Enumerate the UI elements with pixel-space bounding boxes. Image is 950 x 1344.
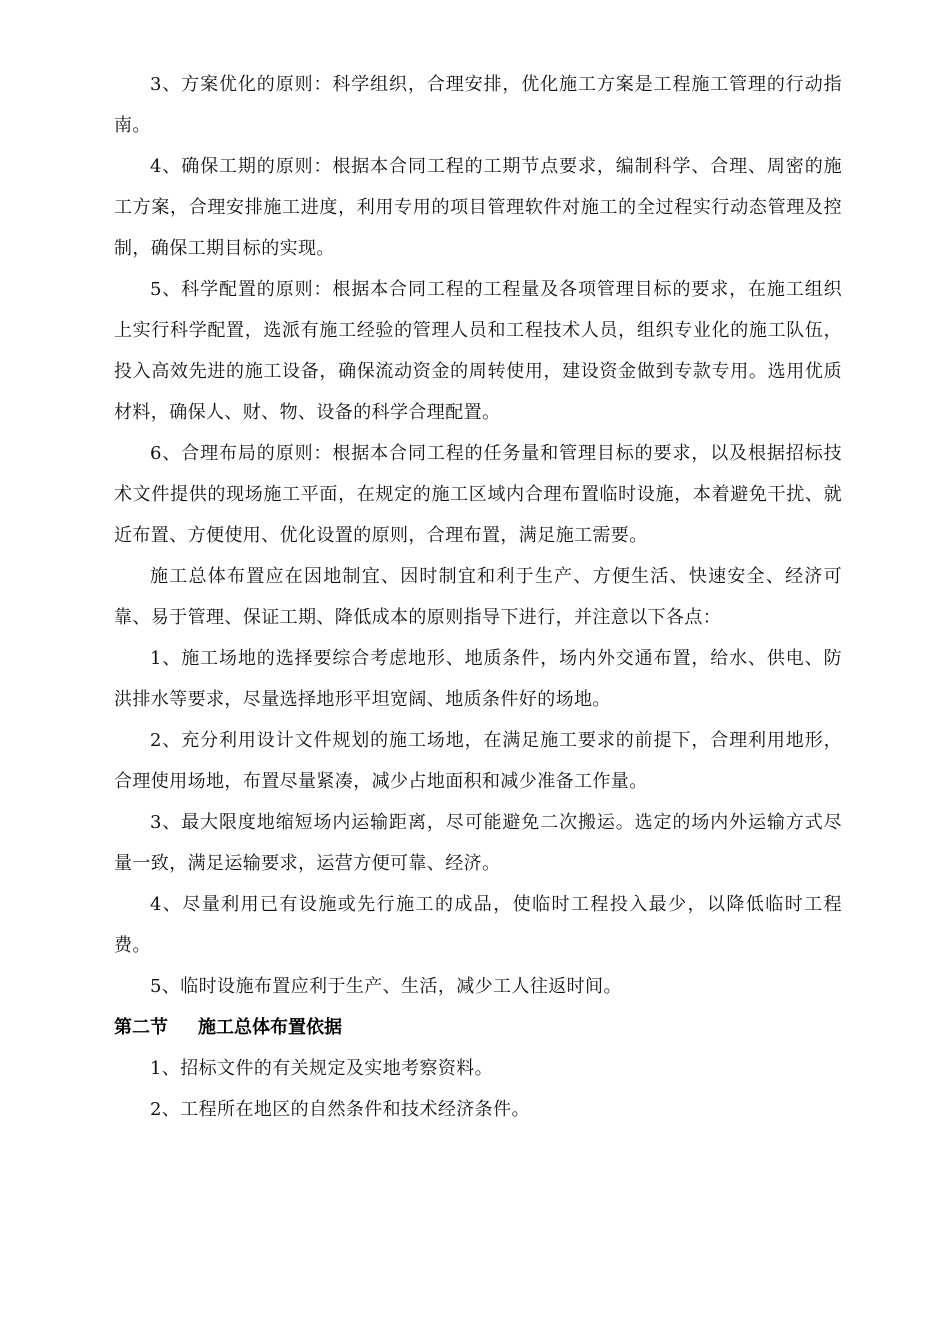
section-number: 第二节	[114, 1017, 168, 1038]
layout-general-statement: 施工总体布置应在因地制宜、因时制宜和利于生产、方便生活、快速安全、经济可靠、易于管理、保证工期、降低成本的原则指导下进行，并注意以下各点：	[114, 566, 842, 628]
layout-point-5: 5、临时设施布置应利于生产、生活，减少工人往返时间。	[150, 976, 622, 997]
basis-point-2: 2、工程所在地区的自然条件和技术经济条件。	[150, 1099, 530, 1120]
principle-schedule-assurance: 4、确保工期的原则：根据本合同工程的工期节点要求，编制科学、合理、周密的施工方案，合理安排施工进度，利用专用的项目管理软件对施工的全过程实行动态管理及控制，确保工期目标的实现。	[114, 156, 842, 259]
principle-rational-layout: 6、合理布局的原则：根据本合同工程的任务量和管理目标的要求，以及根据招标技术文件提供的现场施工平面，在规定的施工区域内合理布置临时设施，本着避免干扰、就近布置、方便使用、优化设置的原则，合理布置，满足施工需要。	[114, 443, 842, 546]
layout-point-4: 4、尽量利用已有设施或先行施工的成品，使临时工程投入最少，以降低临时工程费。	[114, 894, 842, 956]
layout-point-1: 1、施工场地的选择要综合考虑地形、地质条件，场内外交通布置，给水、供电、防洪排水等要求，尽量选择地形平坦宽阔、地质条件好的场地。	[114, 648, 842, 710]
basis-point-1: 1、招标文件的有关规定及实地考察资料。	[150, 1058, 494, 1079]
principle-scheme-optimization: 3、方案优化的原则：科学组织，合理安排，优化施工方案是工程施工管理的行动指南。	[114, 74, 842, 136]
principle-scientific-allocation: 5、科学配置的原则：根据本合同工程的工程量及各项管理目标的要求，在施工组织上实行科学配置，选派有施工经验的管理人员和工程技术人员，组织专业化的施工队伍，投入高效先进的施工设备，确保流动资金的周转使用，建设资金做到专款专用。选用优质材料，确保人、财、物、设备的科学合理配置。	[114, 279, 842, 423]
section-heading	[114, 1007, 842, 1048]
document-body	[114, 64, 842, 1130]
section-title: 施工总体布置依据	[198, 1017, 342, 1038]
layout-point-2: 2、充分利用设计文件规划的施工场地，在满足施工要求的前提下，合理利用地形，合理使用场地，布置尽量紧凑，减少占地面积和减少准备工作量。	[114, 730, 842, 792]
layout-point-3: 3、最大限度地缩短场内运输距离，尽可能避免二次搬运。选定的场内外运输方式尽量一致，满足运输要求，运营方便可靠、经济。	[114, 812, 842, 874]
